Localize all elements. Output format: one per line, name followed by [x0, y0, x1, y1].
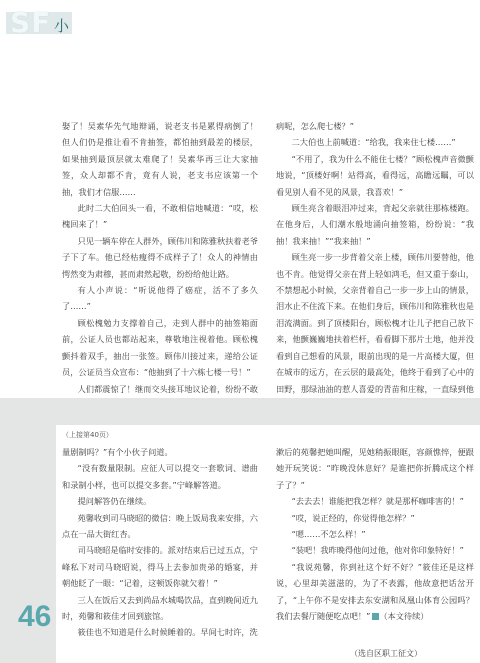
source-credit: （选自区职工征文） — [350, 649, 422, 658]
paragraph-text: 顾生亮一步一步背着父亲上楼，顾伟川要替他，他也不肯。他觉得父亲在背上轻如鸿毛，但又重于泰山，不禁想起小时候，父亲背着自己一步一步上山的情景，泪水止不住流下来。在他们身后，顾伟川和陈雅秋也是泪流满面。到了顶楼阳台，顾松槐才让儿子把自己放下来，他颤巍巍地扶着栏杆，看看脚下那片土地，他并没看到自己想看的风景，眼前出现的是一片高楼大厦，但在城市的远方，在云层的最高处，他终于看到了心中的田野，那绿油油的惹人喜爱的青苗和庄稼，一直绿到他 — [276, 252, 474, 394]
article-top-left-column — [62, 118, 258, 430]
paragraph: 二大伯也上前喊道：“给我，我来住七楼……” — [291, 137, 456, 148]
page-number: 46 — [18, 600, 52, 633]
paragraph: “不用了，我为什么不能住七楼？”顾松槐声音微颤地说，“顶楼好啊！站得高，看得远，高瞻远瞩，可以看见别人看不见的风景，我喜欢！” — [276, 153, 474, 197]
article-bottom-left-column — [62, 444, 258, 641]
paragraph: 顾松槐勉力支撑着自己，走到人群中的抽签箱面前，公证人员也都站起来，尊敬地注视着他。顾松槐颤抖着双手，抽出一张签。顾伟川接过来，递给公证员，公证员当众宣布：“他抽到了十六栋七楼一号！” — [62, 317, 258, 378]
paragraph-text: “我说苑馨，你到社这个好不好？”筱佳还是这样说，心里却美滋滋的，为了不表露，他故意把话岔开了，“上午你不是安排去东安湖和凤凰山体育公园吗？我们去餐厅随便吃点吧！” — [276, 561, 474, 622]
paragraph: “哎，说正经的，你觉得他怎样？” — [291, 512, 415, 523]
paragraph: 顾生亮含着眼泪冲过来，背起父亲就往那栋楼跑。在他身后，人们潮水般地涌向抽签箱，纷纷说：“我抽！我来抽！”“我来抽！” — [276, 203, 474, 246]
article-top-right-column — [276, 118, 474, 430]
paragraph — [276, 559, 474, 625]
paragraph: “没有数量限制。应征人可以提交一套歌词、谱曲和录制小样，也可以提交多套。”宁峰解答道。 — [62, 463, 258, 490]
paragraph: “嗯……不怎么样！” — [291, 529, 366, 540]
paragraph: 漱后的苑馨把她叫醒，见她稍振眼眶，容颜憔悴，便跟她开玩笑说：“昨晚没休息好？是谁把你折腾成这个样子了？” — [276, 447, 474, 490]
paragraph: 病呢，怎么爬七楼？” — [276, 121, 354, 131]
paragraph: 提问解答仍在继续。 — [77, 496, 152, 507]
paragraph: 三人在饭后又去到尚品水城喝饮品，直到晚间近九时，苑馨和筱佳才回到旅馆。 — [62, 594, 258, 622]
paragraph: “装吧！我昨晚得他问过他，他对你印象特好！” — [291, 545, 464, 556]
paragraph: 司马晓昭是临时安排的。派对结束后已过五点，宁峰私下对司马晓昭说，得马上去参加贵弟的婚宴，并朝他眨了一眼：“记着，这顿饭你就欠着！” — [62, 545, 258, 589]
article-bottom-right-column — [276, 444, 474, 624]
logo-glyph: 小 — [54, 17, 70, 35]
paragraph: 有人小声说：“听说他得了癌症，活不了多久了……” — [62, 285, 258, 312]
paragraph: “去去去！谁能把我怎样？就是那杯咖啡害的！” — [291, 496, 464, 507]
paragraph: 量剧制吗？”有个小伙子问道。 — [62, 447, 173, 457]
paragraph: 筱佳也不知道是什么时候睡着的。早间七时许，洗 — [77, 627, 258, 638]
paragraph: 苑馨收到司马晓昭的微信：晚上饭局我来安排，六点在一品大街红杏。 — [62, 512, 258, 540]
paragraph: 人们都震惊了！继而交头接耳地议论着，纷纷不敢 — [77, 383, 258, 394]
paragraph — [276, 249, 474, 413]
logo-letters: SF — [10, 6, 52, 39]
paragraph: 娶了！吴素华先气地辩诵，说老支书是累得病倒了！但人们仍是推让看不肯抽签，都怕抽到最差的楼层，如果抽到最顶层就太难爬了！吴素华再三让大家抽签，众人却都不肯，竟有人说，老支书应该第一个抽，我们才信服…… — [62, 121, 258, 197]
author-note: （本文待续） — [379, 611, 429, 622]
paragraph: 只见一辆车停在人群外，顾伟川和陈雅秋扶着老爷子下了车。他已经枯瘦得不成样子了！众人的神情由愕然变为肃穆，甚而肃然起敬，纷纷给他让路。 — [62, 235, 258, 279]
continued-label: （上接第40页） — [62, 431, 113, 439]
magazine-logo — [6, 4, 76, 38]
paragraph: 此时二大伯回头一看，不敢相信地喊道：“哎，松槐回来了！” — [62, 203, 258, 230]
